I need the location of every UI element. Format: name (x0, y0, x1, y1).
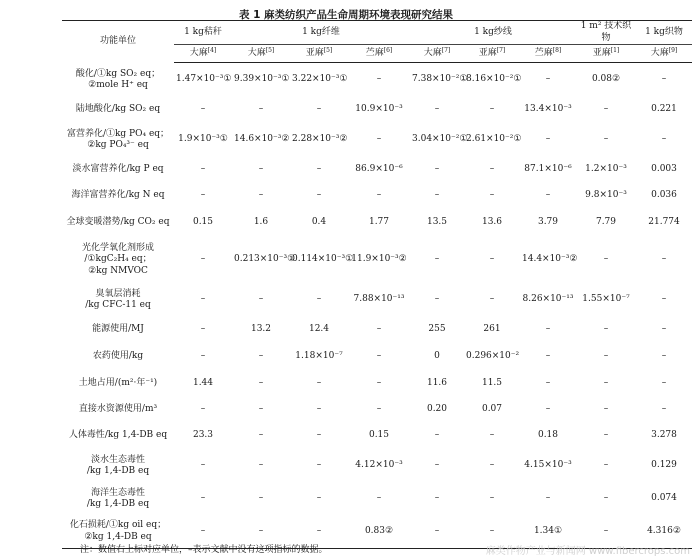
table-cell: – (316, 404, 322, 415)
table-cell: – (376, 351, 382, 362)
crop-name: 亚麻 (592, 48, 611, 59)
indicator-label: 淡水富营养化/kg P eq (72, 164, 164, 175)
table-row (62, 237, 692, 283)
table-row (62, 283, 692, 317)
table-cell: 2.61×10⁻²① (466, 134, 522, 145)
table-cell: – (489, 294, 495, 305)
table-row (62, 397, 692, 423)
table-cell: 87.1×10⁻⁶ (524, 164, 572, 175)
crop-name: 大麻 (247, 48, 266, 59)
table-cell: 21.774 (648, 217, 680, 228)
table-cell: – (200, 493, 206, 504)
table-row (62, 183, 692, 209)
table-cell: – (376, 493, 382, 504)
group-header: 1 kg织物 (636, 21, 692, 45)
table-cell: – (489, 254, 495, 265)
table-cell: – (316, 294, 322, 305)
table-cell: – (434, 294, 440, 305)
reference-marker: [5] (265, 47, 275, 55)
table-cell: – (434, 430, 440, 441)
crop-header (174, 45, 232, 63)
table-cell: – (376, 324, 382, 335)
table-cell: – (200, 164, 206, 175)
table-cell: – (545, 378, 551, 389)
table-cell: – (200, 404, 206, 415)
table-cell: – (434, 104, 440, 115)
table-cell: – (603, 134, 609, 145)
table-cell: – (316, 104, 322, 115)
table-cell: 11.6 (426, 378, 448, 389)
header-row-units (62, 21, 692, 45)
table-cell: 14.4×10⁻³② (522, 254, 578, 265)
table-cell: – (376, 134, 382, 145)
table-cell: – (376, 404, 382, 415)
crop-header (348, 45, 410, 63)
table-cell: – (316, 460, 322, 471)
table-cell: – (200, 460, 206, 471)
table-cell: 86.9×10⁻⁶ (355, 164, 403, 175)
table-header (62, 21, 692, 63)
indicator-label: 人体毒性/kg 1,4-DB eq (68, 430, 168, 441)
group-header: 1 m² 技术织物 (576, 21, 636, 45)
table-cell: 0.221 (651, 104, 677, 115)
table-cell: 0.074 (651, 493, 677, 504)
table-cell: – (232, 515, 290, 549)
indicator-label: 农药使用/kg (92, 351, 144, 362)
table-cell: – (603, 460, 609, 471)
table-cell: – (545, 190, 551, 201)
table-cell: – (258, 430, 264, 441)
table-cell: 7.79 (595, 217, 617, 228)
table-cell: 0.18 (537, 430, 559, 441)
table-cell: – (489, 190, 495, 201)
indicator-label: 光化学氧化剂形成 /①kgC₂H₄ eq； ②kg NMVOC (81, 243, 154, 276)
table-cell: 3.79 (537, 217, 559, 228)
indicator-label: 酸化/①kg SO₂ eq； ②mole H⁺ eq (75, 68, 161, 90)
table-cell: – (258, 190, 264, 201)
table-row (62, 449, 692, 483)
table-cell: 9.39×10⁻³① (234, 74, 290, 85)
table-cell: – (603, 104, 609, 115)
table-cell: – (434, 460, 440, 471)
table-cell: – (661, 324, 667, 335)
table-cell: 9.8×10⁻³ (585, 190, 627, 201)
table-caption: 表 1 麻类纺织产品生命周期环境表现研究结果 (238, 9, 454, 21)
table-row (62, 371, 692, 397)
table-cell: 4.15×10⁻³ (524, 460, 572, 471)
crop-name: 大麻 (189, 48, 208, 59)
table-cell: 11.9×10⁻³② (351, 254, 407, 265)
table-cell: 1.44 (192, 378, 214, 389)
table-cell: – (258, 378, 264, 389)
table-cell: – (603, 254, 609, 265)
table-cell: 0.07 (481, 404, 503, 415)
table-row (62, 157, 692, 183)
table-cell: 13.4×10⁻³ (524, 104, 572, 115)
indicator-label: 全球变暖潜势/kg CO₂ eq (66, 217, 170, 228)
table-cell: 0.129 (651, 460, 677, 471)
table-cell: – (489, 460, 495, 471)
indicator-label: 直接水资源使用/m³ (78, 404, 158, 415)
reference-marker: [6] (383, 47, 393, 55)
indicator-label: 臭氧层消耗 /kg CFC-11 eq (85, 288, 151, 310)
table-cell: – (258, 164, 264, 175)
table-cell: – (200, 324, 206, 335)
table-cell: 3.04×10⁻²① (412, 134, 468, 145)
table-cell: – (258, 493, 264, 504)
table-cell: – (316, 430, 322, 441)
table-cell: 1.2×10⁻³ (585, 164, 627, 175)
table-cell: 14.6×10⁻³② (234, 134, 290, 145)
table-cell: – (489, 430, 495, 441)
reference-marker: [7] (496, 47, 506, 55)
table-row (62, 97, 692, 123)
table-cell: – (200, 254, 206, 265)
table-row (62, 123, 692, 157)
crop-header (636, 45, 692, 63)
table-cell: – (603, 378, 609, 389)
table-cell: 0.036 (651, 190, 677, 201)
indicator-label: 淡水生态毒性 /kg 1,4-DB eq (86, 454, 150, 476)
table-cell: 0 (434, 351, 440, 362)
table-cell: – (316, 378, 322, 389)
table-cell: – (410, 515, 464, 549)
table-cell: – (434, 164, 440, 175)
table-cell: – (316, 164, 322, 175)
table-cell: – (661, 74, 667, 85)
functional-unit-header: 功能单位 (62, 21, 174, 63)
table-cell: 0.15 (192, 217, 214, 228)
table-cell: – (489, 104, 495, 115)
indicator-label: 化石损耗/①kg oil eq； ②kg 1,4-DB eq (62, 515, 174, 549)
table-cell: – (376, 74, 382, 85)
table-cell: 0.003 (651, 164, 677, 175)
crop-name: 苎麻 (534, 48, 553, 59)
table-cell: – (258, 104, 264, 115)
reference-marker: [8] (552, 47, 562, 55)
group-header: 1 kg秸秆 (174, 21, 232, 45)
table-cell: – (603, 493, 609, 504)
table-cell: – (464, 515, 520, 549)
table-cell: – (200, 104, 206, 115)
table-cell: – (603, 324, 609, 335)
table-cell: 2.28×10⁻³② (292, 134, 348, 145)
table-cell: – (258, 294, 264, 305)
table-cell: – (316, 493, 322, 504)
table-cell: – (545, 404, 551, 415)
crop-name: 亚麻 (305, 48, 324, 59)
crop-header (464, 45, 520, 63)
table-cell: – (603, 351, 609, 362)
reference-marker: [5] (323, 47, 333, 55)
table-cell: 23.3 (192, 430, 214, 441)
table-footnote: 注：数值右上标对应单位，–表示文献中没有这项指标的数据。 (80, 545, 328, 555)
crop-name: 亚麻 (478, 48, 497, 59)
table-body (62, 63, 692, 549)
table-cell: 1.18×10⁻⁷ (295, 351, 343, 362)
table-cell: – (258, 460, 264, 471)
reference-marker: [1] (610, 47, 620, 55)
crop-header (410, 45, 464, 63)
results-table-wrapper (62, 20, 692, 549)
table-cell: – (376, 378, 382, 389)
indicator-label: 能源使用/MJ (92, 324, 144, 335)
crop-header (576, 45, 636, 63)
table-cell: – (545, 74, 551, 85)
indicator-label: 海洋富营养化/kg N eq (71, 190, 165, 201)
table-cell: 1.6 (253, 217, 269, 228)
group-header: 1 kg纤维 (232, 21, 410, 45)
table-cell: – (603, 430, 609, 441)
table-row (62, 63, 692, 97)
table-cell: 255 (428, 324, 446, 335)
table-cell: – (489, 164, 495, 175)
table-cell: – (603, 404, 609, 415)
table-cell: – (661, 351, 667, 362)
crop-name: 苎麻 (365, 48, 384, 59)
table-cell: – (434, 493, 440, 504)
table-cell: – (661, 404, 667, 415)
table-cell: 0.114×10⁻³① (292, 254, 354, 265)
table-cell: – (258, 351, 264, 362)
table-cell: 4.316② (636, 515, 692, 549)
table-cell: – (545, 493, 551, 504)
table-cell: 0.20 (426, 404, 448, 415)
table-cell: 13.5 (426, 217, 448, 228)
table-cell: 0.296×10⁻² (466, 351, 520, 362)
crop-header (232, 45, 290, 63)
table-cell: 10.9×10⁻³ (355, 104, 403, 115)
table-cell: – (545, 324, 551, 335)
table-cell: – (489, 493, 495, 504)
table-row (62, 317, 692, 343)
table-cell: 1.9×10⁻³① (178, 134, 228, 145)
table-cell: – (661, 294, 667, 305)
crop-header (290, 45, 348, 63)
indicator-label: 海洋生态毒性 /kg 1,4-DB eq (86, 487, 150, 509)
table-row (62, 209, 692, 237)
table-cell: – (290, 515, 348, 549)
table-cell: 8.26×10⁻¹³ (522, 294, 574, 305)
crop-name: 大麻 (650, 48, 669, 59)
reference-marker: [7] (441, 47, 451, 55)
table-cell: 0.83② (348, 515, 410, 549)
table-cell: 4.12×10⁻³ (355, 460, 403, 471)
table-cell: 13.6 (481, 217, 503, 228)
table-cell: – (200, 294, 206, 305)
table-cell: 12.4 (308, 324, 330, 335)
table-cell: – (661, 254, 667, 265)
reference-marker: [9] (668, 47, 678, 55)
table-cell: 7.38×10⁻²① (412, 74, 468, 85)
indicator-label: 土地占用/(m²·年⁻¹) (78, 378, 158, 389)
table-cell: 7.88×10⁻¹³ (353, 294, 405, 305)
table-cell: – (434, 190, 440, 201)
indicator-label: 富营养化/①kg PO₄ eq； ②kg PO₄³⁻ eq (66, 128, 170, 150)
table-cell: 1.55×10⁻⁷ (582, 294, 630, 305)
reference-marker: [4] (207, 47, 217, 55)
table-cell: – (316, 190, 322, 201)
table-cell: – (258, 404, 264, 415)
table-cell: 1.34① (520, 515, 576, 549)
table-cell: 11.5 (481, 378, 503, 389)
table-row (62, 483, 692, 515)
table-cell: – (545, 351, 551, 362)
table-cell: 1.77 (368, 217, 390, 228)
table-cell: – (661, 134, 667, 145)
crop-name: 大麻 (423, 48, 442, 59)
table-cell: – (200, 190, 206, 201)
table-row (62, 423, 692, 449)
crop-header (520, 45, 576, 63)
table-cell: – (661, 378, 667, 389)
table-cell: 261 (483, 324, 501, 335)
table-cell: 3.278 (651, 430, 677, 441)
table-cell: 8.16×10⁻²① (466, 74, 522, 85)
results-table (62, 20, 692, 549)
site-watermark: 麻类作物产业与新闻网 www.fibercrops.com (485, 546, 690, 557)
table-cell: – (200, 351, 206, 362)
table-cell: 3.22×10⁻³① (292, 74, 348, 85)
table-cell: – (545, 134, 551, 145)
table-cell: 0.213×10⁻³① (234, 254, 296, 265)
table-cell: 0.4 (311, 217, 327, 228)
group-header: 1 kg纱线 (410, 21, 576, 45)
table-cell: 1.47×10⁻³① (176, 74, 232, 85)
table-cell: 13.2 (250, 324, 272, 335)
table-cell: 0.15 (368, 430, 390, 441)
indicator-label: 陆地酸化/kg SO₂ eq (75, 104, 161, 115)
table-cell: – (434, 254, 440, 265)
table-cell: 0.08② (591, 74, 621, 85)
table-cell: – (376, 190, 382, 201)
table-cell: – (576, 515, 636, 549)
table-cell: – (174, 515, 232, 549)
table-row (62, 343, 692, 371)
